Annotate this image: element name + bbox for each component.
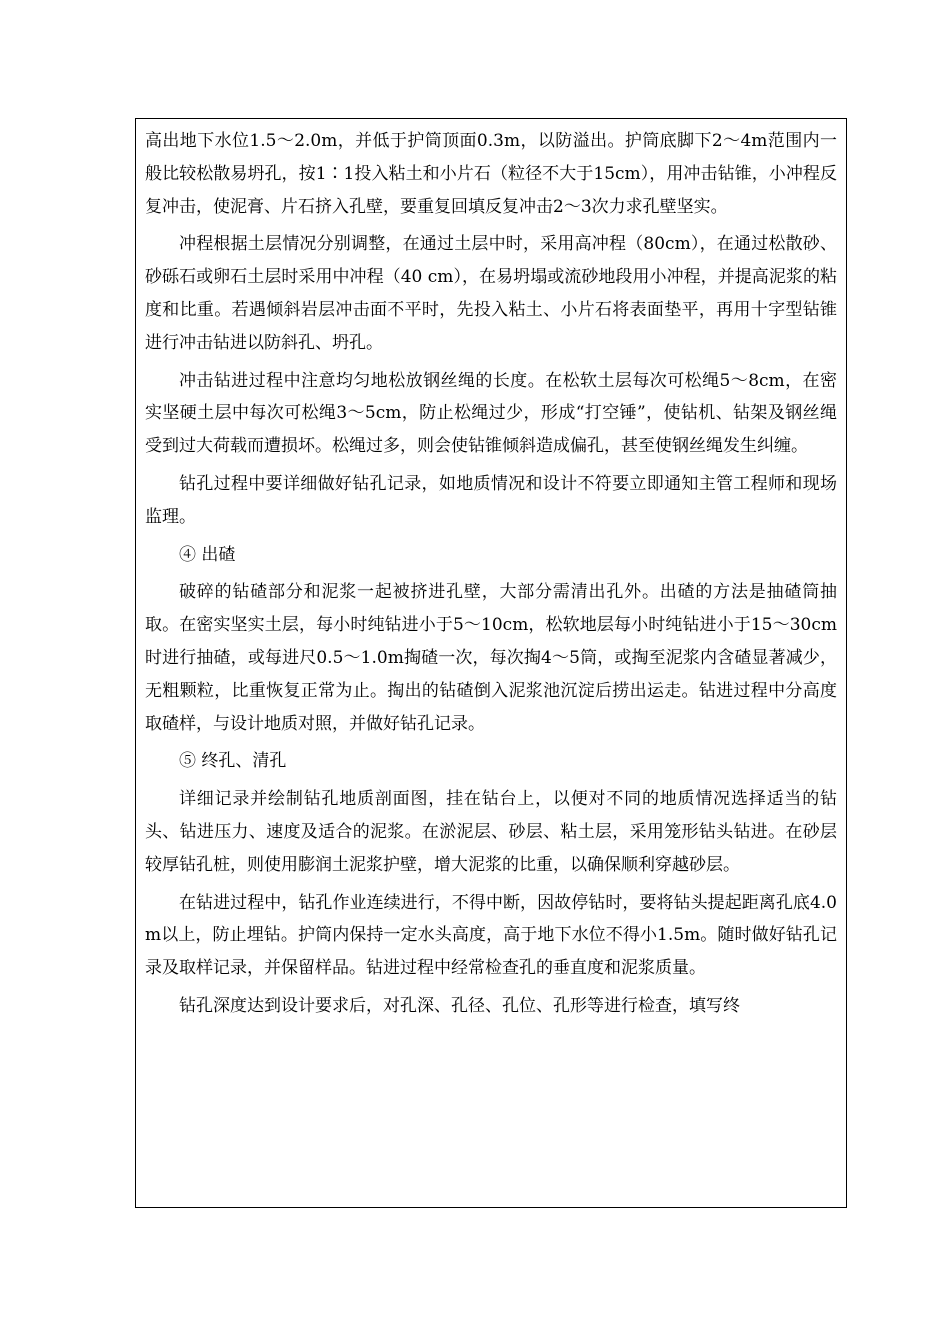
paragraph-8: 钻孔深度达到设计要求后，对孔深、孔径、孔位、孔形等进行检查，填写终: [179, 995, 740, 1016]
paragraph-5: 破碎的钻碴部分和泥浆一起被挤进孔壁，大部分需清出孔外。出碴的方法是抽碴筒抽取。在密实坚实土层，每小时纯钻进小于5～10cm，松软地层每小时纯钻进小于15～30cm时进行抽碴，或每进尺0.5～1.0m掏碴一次，每次掏4～5筒，或掏至泥浆内含碴显著减少，无粗颗粒，比重恢复正常为止。掏出的钻碴倒入泥浆池沉淀后捞出运走。钻进过程中分高度取碴样，与设计地质对照，并做好钻孔记录。: [145, 582, 837, 734]
section-heading-slag-removal: ④ 出碴: [179, 544, 236, 565]
paragraph-2: 冲程根据土层情况分别调整，在通过土层中时，采用高冲程（80cm），在通过松散砂、砂砾石或卵石土层时采用中冲程（40 cm），在易坍塌或流砂地段用小冲程，并提高泥浆的粘度和比重。若遇倾斜岩层冲击面不平时，先投入粘土、小片石将表面垫平，再用十字型钻锥进行冲击钻进以防斜孔、坍孔。: [145, 234, 837, 353]
document-body: [145, 125, 837, 1028]
paragraph-7: 在钻进过程中，钻孔作业连续进行，不得中断，因故停钻时，要将钻头提起距离孔底4.0m以上，防止埋钻。护筒内保持一定水头高度，高于地下水位不得小1.5m。随时做好钻孔记录及取样记录，并保留样品。钻进过程中经常检查孔的垂直度和泥浆质量。: [145, 892, 837, 979]
paragraph-1: 高出地下水位1.5～2.0m，并低于护筒顶面0.3m，以防溢出。护筒底脚下2～4m范围内一般比较松散易坍孔，按1∶1投入粘土和小片石（粒径不大于15cm），用冲击钻锥，小冲程反复冲击，使泥膏、片石挤入孔壁，要重复回填反复冲击2～3次力求孔壁坚实。: [145, 131, 837, 217]
paragraph-4: 钻孔过程中要详细做好钻孔记录，如地质情况和设计不符要立即通知主管工程师和现场监理。: [145, 473, 837, 527]
section-heading-final-hole-cleaning: ⑤ 终孔、清孔: [179, 751, 287, 772]
paragraph-3: 冲击钻进过程中注意均匀地松放钢丝绳的长度。在松软土层每次可松绳5～8cm，在密实坚硬土层中每次可松绳3～5cm，防止松绳过少，形成“打空锤”，使钻机、钻架及钢丝绳受到过大荷载而遭损坏。松绳过多，则会使钻锥倾斜造成偏孔，甚至使钢丝绳发生纠缠。: [145, 370, 837, 457]
document-frame: [135, 118, 847, 1208]
paragraph-6: 详细记录并绘制钻孔地质剖面图，挂在钻台上，以便对不同的地质情况选择适当的钻头、钻进压力、速度及适合的泥浆。在淤泥层、砂层、粘土层，采用笼形钻头钻进。在砂层较厚钻孔桩，则使用膨润土泥浆护壁，增大泥浆的比重，以确保顺利穿越砂层。: [145, 789, 837, 875]
